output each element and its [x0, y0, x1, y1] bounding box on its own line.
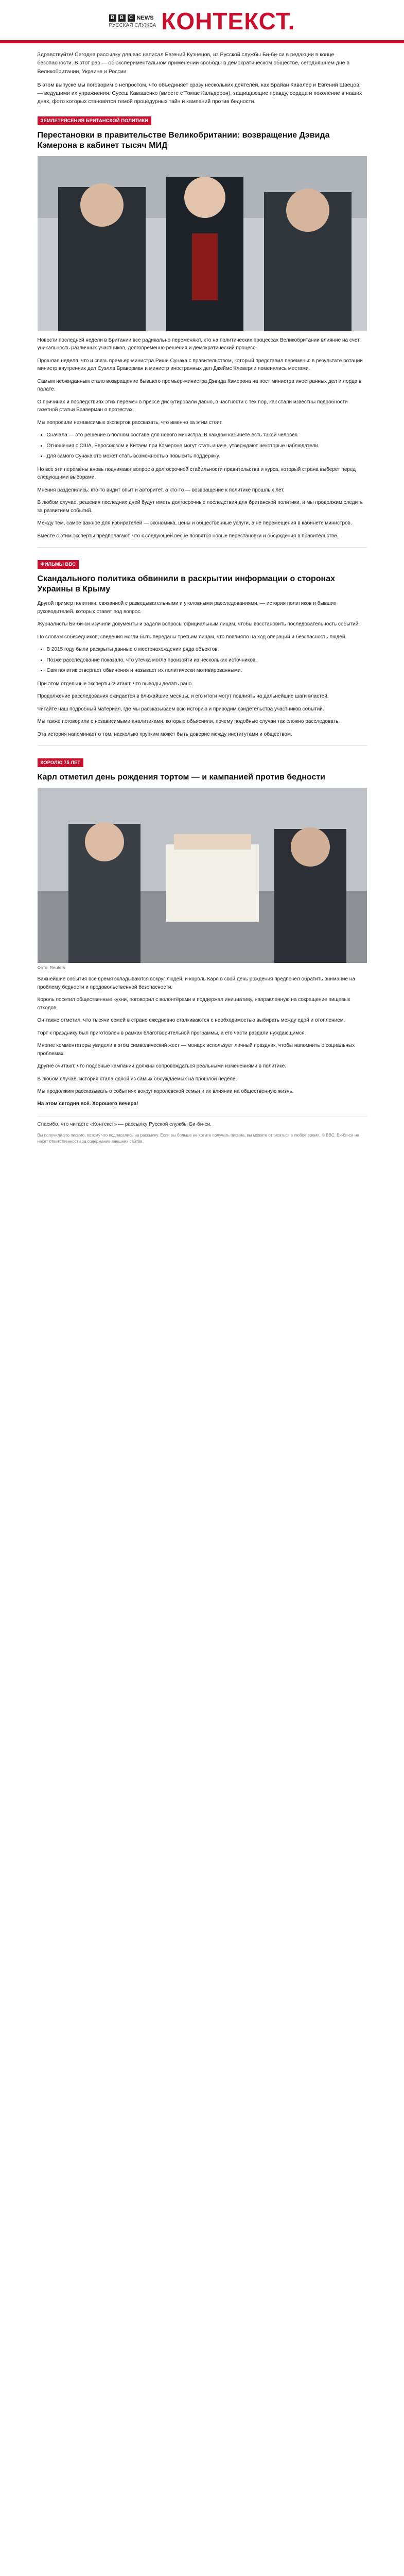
story1-para-8: В любом случае, решения последних дней будут иметь долгосрочные последствия для британской политики, и мы продолжим следить за развитием событий. [37, 500, 363, 514]
story3-para-4: Торт к празднику был приготовлен в рамках благотворительной программы, а его части раздали нуждающимся. [37, 1030, 306, 1036]
story2-para-3: По словам собеседников, сведения могли быть переданы третьим лицам, что повлияло на ход операций и безопасность людей. [37, 634, 347, 640]
story3-para-6: Другие считают, что подобные кампании должны сопровождаться реальными изменениями в политике. [37, 1063, 287, 1070]
story3-para-5: Многие комментаторы увидели в этом символический жест — монарх использует личный праздник, чтобы напомнить о социальных проблемах. [37, 1043, 355, 1057]
story1-para-1: Новости последней недели в Британии все радикально переменяют, кто на политических процессах Великобритании влияние на счет уникальность различных участников, долговременно решения и демократический процесс. [37, 337, 360, 351]
footer-legal: Вы получили это письмо, потому что подписались на рассылку. Если вы больше не хотите получать письма, вы можете отписаться в любое время. © BBC. Би-би-си не несет ответственности за содержание внешних сайтов. [37, 1132, 359, 1144]
footer-thanks: Спасибо, что читаете «Контекст» — рассылку Русской службы Би-би-си. [37, 1121, 212, 1127]
story1-para-4: О причинах и последствиях этих перемен в прессе дискутировали давно, в частности с тех пор, как стали известны подробности газетной статьи Браверман о протестах. [37, 399, 348, 413]
story2-bullet-3: • Сам политик отвергает обвинения и называет их политически мотивированными. [47, 667, 367, 675]
story2-para-8: Эта история напоминает о том, насколько хрупким может быть доверие между институтами и обществом. [37, 731, 292, 737]
story2-bullet-1: • В 2015 году были раскрыты данные о местонахождении ряда объектов. [47, 646, 367, 654]
story3-para-8: Мы продолжим рассказывать о событиях вокруг королевской семьи и их влиянии на общественную жизнь. [37, 1089, 294, 1095]
story1-photo[interactable] [38, 156, 367, 331]
story3-photo-caption: Фото: Reuters [37, 965, 65, 971]
story1-para-3: Самым неожиданным стало возвращение бывшего премьер-министра Дэвида Кэмерона на пост министра иностранных дел и лорда в палате. [37, 378, 362, 393]
story1-photo-illustration [38, 156, 367, 331]
story2-title[interactable]: Скандального политика обвинили в раскрытии информации о сторонах Украины в Крыму [37, 574, 335, 594]
story2-para-4: При этом отдельные эксперты считают, что выводы делать рано. [37, 681, 194, 687]
service-label: РУССКАЯ СЛУЖБА [109, 22, 156, 28]
story1-para-5: Мы попросили независимых экспертов рассказать, что именно за этим стоит. [37, 419, 223, 426]
footer [38, 1116, 367, 1145]
sign-off: На этом сегодня всё. Хорошего вечера! [37, 1100, 138, 1107]
divider-2 [38, 745, 367, 746]
story3-para-3: Он также отметил, что тысячи семей в стране ежедневно сталкиваются с необходимостью выбирать между едой и отоплением. [37, 1018, 345, 1024]
story1-para-9: Между тем, самое важное для избирателей — экономика, цены и общественные услуги, а не перемещения в кабинете министров. [37, 520, 352, 527]
intro-text-2: В этом выпуске мы поговорим о непростом, что объединяет сразу нескольких деятелей, как Брайан Кавалер и Евгений Швецов, — ведущими их упражнения. Сусеш Кавашенко (вместе с Томас Кальдерон), защищающие правду, сердца и поколение в наших днях, фото которых становятся темой процедурных тайн и кампаний против бедности. [37, 81, 362, 105]
section-tag-politics: ЗЕМЛЕТРЯСЕНИЯ БРИТАНСКОЙ ПОЛИТИКИ [38, 116, 151, 125]
bbc-letter-b1: B [109, 14, 116, 22]
content-wrapper [38, 43, 367, 1165]
bbc-letter-c: C [128, 14, 135, 22]
story2-para-2: Журналисты Би-би-си изучили документы и задали вопросы официальным лицам, чтобы восстановить последовательность событий. [37, 621, 360, 628]
story1-bullets [47, 431, 367, 461]
story3-para-1: Важнейшие события всё время складываются вокруг людей, и король Карл в свой день рождения предпочёл обратить внимание на проблему бедности и продовольственной безопасности. [37, 976, 355, 990]
section-tag-king: КОРОЛЮ 75 ЛЕТ [38, 758, 84, 767]
story2-para-7: Мы также поговорили с независимыми аналитиками, которые объяснили, почему подобные случаи так сложно расследовать. [37, 719, 340, 725]
story1-para-7: Мнения разделились: кто-то видит опыт и авторитет, а кто-то — возвращение к политике прошлых лет. [37, 487, 285, 493]
news-label: NEWS [136, 14, 154, 21]
bbc-news-row [109, 14, 156, 22]
story3-photo[interactable] [38, 788, 367, 963]
newsletter-page [0, 0, 404, 1165]
divider-1 [38, 547, 367, 548]
story1-para-10: Вместе с этим эксперты предполагают, что к следующей весне появятся новые перестановки и обсуждения в правительстве. [37, 533, 339, 539]
story2-para-6: Читайте наш подробный материал, где мы рассказываем всю историю и приводим свидетельства участников событий. [37, 706, 324, 712]
section-tag-films: ФИЛЬМЫ BBC [38, 560, 79, 569]
story2-bullets [47, 646, 367, 675]
story1-bullet-3: • Для самого Сунака это может стать возможностью повысить поддержку. [47, 452, 367, 461]
brand-title: КОНТЕКСТ. [161, 8, 295, 35]
story3-photo-illustration [38, 788, 367, 963]
story2-bullet-2: • Позже расследование показало, что утечка могла произойти из нескольких источников. [47, 656, 367, 665]
brand [109, 7, 295, 35]
story1-bullet-2: • Отношения с США, Евросоюзом и Китаем при Кэмероне могут стать иначе, утверждают некоторые наблюдатели. [47, 442, 367, 450]
story1-para-2: Прошлая неделя, что и связь премьер-министра Риши Сунака с правительством, который представил перемены: в результате ротации министр внутренних дел Суэлла Браверман и министр иностранных дел Джеймс Клеверли поменялись местами. [37, 358, 363, 372]
story2-para-1: Другой пример политики, связанной с разведывательными и уголовными расследованиями, — история политиков и бывших руководителей, которых ставят под вопрос. [37, 601, 337, 615]
story2-para-5: Продолжение расследования ожидается в ближайшие месяцы, и его итоги могут повлиять на дальнейшие шаги властей. [37, 693, 329, 700]
story1-title[interactable]: Перестановки в правительстве Великобритании: возвращение Дэвида Кэмерона в кабинет тысяч МИД [37, 130, 330, 150]
brand-sub [109, 14, 156, 28]
header [0, 0, 404, 37]
intro-text: Здравствуйте! Сегодня рассылку для вас написал Евгений Кузнецов, из Русской службы Би-би-си в редакции в конце безопасности. В этот раз — об экспериментальном применении свободы в демократическом обществе, сегодняшнем дне в Великобритании, Украине и России. [37, 52, 350, 75]
bbc-letter-b2: B [118, 14, 126, 22]
story1-bullet-1: • Сначала — это решение в полном составе для нового министра. В каждом кабинете есть такой человек. [47, 431, 367, 439]
story3-para-2: Король посетил общественные кухни, поговорил с волонтёрами и поддержал инициативу, направленную на сокращение пищевых отходов. [37, 997, 350, 1011]
story3-para-7: В любом случае, история стала одной из самых обсуждаемых на прошлой неделе. [37, 1076, 237, 1082]
story1-para-6: Но все эти перемены вновь поднимают вопрос о долгосрочной стабильности правительства и курса, который страна выберет перед следующими выборами. [37, 466, 356, 481]
story3-title[interactable]: Карл отметил день рождения тортом — и кампанией против бедности [37, 773, 326, 782]
